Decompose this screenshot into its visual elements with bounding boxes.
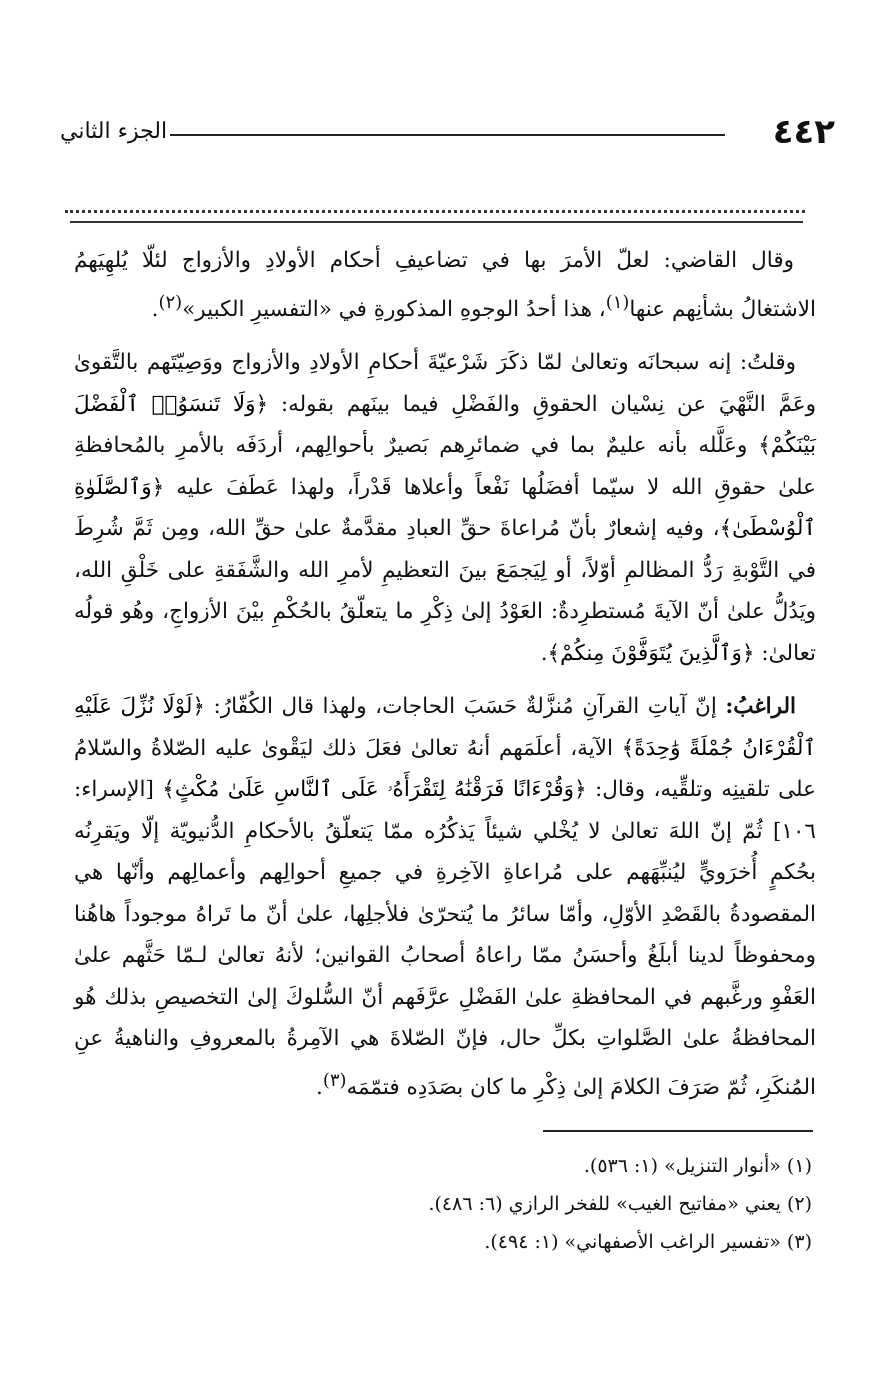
text-run: وقلتُ: إنه سبحانَه وتعالىٰ لمّا ذكَرَ شَرْعيّةَ أحكامِ الأولادِ والأزواج ووَصِيّتَهم بالتَّقوىٰ وعَمَّ النَّهْيَ عن نِسْيان الحقوقِ والفَضْلِ فيما بينَهم بقوله: xyxy=(74,350,816,417)
footnote-ref[interactable]: (١) xyxy=(605,291,630,313)
speaker-label: الراغبُ: xyxy=(725,694,796,720)
text-run: . xyxy=(151,296,159,322)
text-run: ، وفيه إشعارٌ بأنّ مُراعاةَ حقِّ العبادِ مقدَّمةٌ علىٰ حقِّ الله، ومِن ثَمَّ شُرِطَ في التَّوْبةِ رَدُّ المظالمِ أوّلاً، أو لِيَجمَعَ بينَ التعظيمِ لأمرِ الله والشَّفَقةِ على خَلْقِ الله، ويَدُلُّ علىٰ أنّ الآيةَ مُستطرِدةٌ: العَوْدُ إلىٰ ذِكْرِ ما يتعلّقُ بالحُكْمِ بيْنَ الأزواجِ، وهُو قولُه تعالىٰ: xyxy=(74,516,816,666)
page-number: ٤٤٢ xyxy=(772,112,835,152)
paragraph-1 xyxy=(74,240,816,330)
volume-title: الجزء الثاني xyxy=(60,119,168,144)
text-run: . xyxy=(316,1074,323,1100)
paragraph-2 xyxy=(74,342,816,674)
quran-quote: ﴿وَقُرْءَانًا فَرَقْنَٰهُ لِتَقْرَأَهُۥ عَلَى ٱلنَّاسِ عَلَىٰ مُكْثٍ﴾ xyxy=(162,777,587,803)
text-run: ، هذا أحدُ الوجوهِ المذكورةِ في «التفسيرِ الكبير» xyxy=(182,296,606,322)
footnote-ref[interactable]: (٢) xyxy=(158,291,183,313)
page-header xyxy=(60,112,835,152)
text-run: . xyxy=(540,640,548,666)
footnote-rule xyxy=(543,1130,813,1132)
quran-quote: ﴿لَوْلَا نُزِّلَ عَلَيْهِ ٱلْقُرْءَانُ جُمْلَةً وَٰحِدَةً﴾ xyxy=(74,694,816,761)
footnote-2: (٢) يعني «مفاتيح الغيب» للفخر الرازي (٦: ٤٨٦). xyxy=(428,1193,812,1215)
footnote-ref[interactable]: (٣) xyxy=(322,1069,347,1091)
main-text xyxy=(74,240,816,1120)
footnotes xyxy=(100,1148,812,1262)
text-run: إنّ آياتِ القرآنِ مُنزَّلةٌ حَسَبَ الحاجات، ولهذا قال الكُفّارُ: xyxy=(205,694,726,720)
text-run: الآية، أعلَمَهم أنهُ تعالىٰ فعَلَ ذلك ليَقْوىٰ عليه الصّلاةُ والسّلامُ على تلقينِه وتلقِّيه، وقال: xyxy=(74,735,816,803)
footnote-1: (١) «أنوار التنزيل» (١: ٥٣٦). xyxy=(583,1155,812,1177)
verse-reference: [الإسراء: ١٠٦] xyxy=(74,777,816,844)
dotted-separator xyxy=(65,190,805,213)
footnote-3: (٣) «تفسير الراغب الأصفهاني» (١: ٤٩٤). xyxy=(484,1231,812,1253)
text-run: ثُمّ إنّ اللهَ تعالىٰ لا يُخْلي شيئاً يَذكُرُه ممّا يَتعلّقُ بالأحكامِ الدُّنيويّة إلّا ويَقرِنُه بحُكمٍ أُخرَويٍّ ليُنبِّهَهم على مُراعاةِ الآخِرةِ في جميعِ أحوالِهم وأعمالِهم وأنّها هي المقصودةُ بالقَصْدِ الأوّلِ، وأمّا سائرُ ما يُتحرّىٰ فلأجلِها، علىٰ أنّ ما تَراهُ موجوداً هاهُنا ومحفوظاً لدينا أبلَغُ وأحسَنُ ممّا راعاهُ أصحابُ القوانين؛ لأنهُ تعالىٰ لـمّا حَثَّهم علىٰ العَفْوِ ورغَّبهم في المحافظةِ علىٰ الفَضْلِ عرَّفَهم أنّ السُّلوكَ إلىٰ التخصيصِ بذلك هُو المحافظةُ علىٰ الصَّلواتِ بكلِّ حال، فإنّ الصّلاةَ هي الآمِرةُ بالمعروفِ والناهيةُ عنِ المُنكَرِ، ثُمّ صَرَفَ الكلامَ إلىٰ ذِكْرِ ما كان بصَدَدِه فتمّمَه xyxy=(74,818,816,1100)
quran-quote: ﴿وَٱلَّذِينَ يُتَوَفَّوْنَ مِنكُمْ﴾ xyxy=(547,640,755,666)
header-rule xyxy=(170,134,725,136)
quran-quote: ﴿وَٱلصَّلَوٰةِ ٱلْوُسْطَىٰ﴾ xyxy=(74,474,816,542)
text-run: وقال القاضي: لعلّ الأمرَ بها في تضاعيفِ أحكام الأولادِ والأزواج لئلّا يُلهِيَهمُ الاشتغالُ بشأنِهم عنها xyxy=(74,248,816,322)
top-rule xyxy=(70,221,803,223)
text-run: وعَلَّله بأنه عليمٌ بما في ضمائرِهم بَصيرٌ بأحوالِهم، أردَفَه بالأمرِ بالمُحافظةِ علىٰ حقوقِ الله لا سيّما أفضَلُها نَفْعاً وأعلاها قَدْراً، ولهذا عَطَفَ عليه xyxy=(74,433,816,500)
paragraph-3 xyxy=(74,686,816,1108)
quran-quote: ﴿وَلَا تَنسَوُا۟ ٱلْفَضْلَ بَيْنَكُمْ﴾ xyxy=(74,391,816,459)
